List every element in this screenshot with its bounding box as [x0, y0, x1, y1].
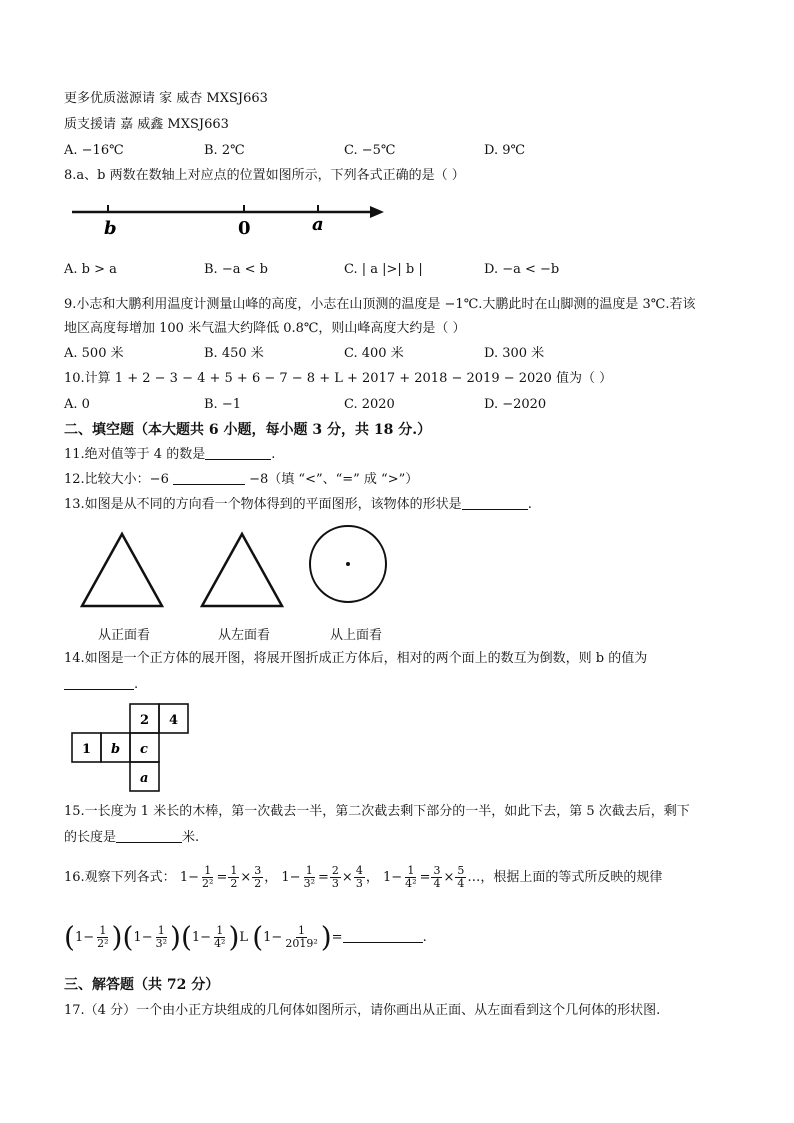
- caption-front-view: 从正面看: [98, 628, 151, 643]
- net-text-1: 1: [82, 742, 92, 757]
- q7-option-b: B. 2℃: [204, 143, 245, 158]
- q13-blank: [462, 497, 528, 510]
- q15-blank: [116, 830, 182, 843]
- q7-option-d: D. 9℃: [484, 143, 526, 158]
- number-line-figure: [64, 196, 394, 240]
- net-text-b: b: [111, 742, 121, 757]
- q9-stem-1: 9.小志和大鹏利用温度计测量山峰的高度，小志在山顶测的温度是 −1℃.大鹏此时在山脚测的温度是 3℃.若该: [64, 297, 696, 312]
- q9-option-d: D. 300 米: [484, 346, 545, 361]
- top-view-center-dot: [346, 562, 350, 566]
- q13-stem: 13.如图是从不同的方向看一个物体得到的平面图形，该物体的形状是: [64, 497, 462, 512]
- q8-option-b: B. −a < b: [204, 262, 268, 277]
- net-text-2: 2: [140, 713, 150, 728]
- net-text-a: a: [140, 771, 149, 786]
- net-text-4: 4: [169, 713, 179, 728]
- q15-post: 米.: [182, 830, 200, 845]
- q10-option-a: A. 0: [64, 397, 90, 412]
- header-line-1: 更多优质滋源请 家 威杏 MXSJ663: [64, 91, 268, 106]
- q10-option-d: D. −2020: [484, 397, 547, 412]
- q9-stem-2: 地区高度每增加 100 米气温大约降低 0.8℃，则山峰高度大约是（ ）: [64, 321, 466, 336]
- q10-option-b: B. −1: [204, 397, 241, 412]
- number-line-arrow: [370, 206, 384, 218]
- label-a: a: [312, 214, 324, 235]
- q8-option-a: A. b > a: [64, 262, 117, 277]
- q11-stem: 11.绝对值等于 4 的数是: [64, 447, 206, 462]
- q14-stem: 14.如图是一个正方体的展开图，将展开图折成正方体后，相对的两个面上的数互为倒数，则 b 的值为: [64, 651, 648, 666]
- q12-line: [64, 471, 418, 489]
- q10-stem: 10.计算 1 + 2 − 3 − 4 + 5 + 6 − 7 − 8 + L + 2017 + 2018 − 2019 − 2020 值为（ ）: [64, 371, 613, 386]
- q16-blank: [343, 930, 423, 943]
- q12-blank: [173, 472, 245, 485]
- section-3-heading: 三、解答题（共 72 分）: [64, 977, 220, 993]
- q17-stem: 17.（4 分）一个由小正方块组成的几何体如图所示，请你画出从正面、从左面看到这个几何体的形状图.: [64, 1003, 661, 1018]
- q8-option-c: C. | a |>| b |: [344, 262, 423, 277]
- left-view-triangle: [202, 534, 282, 606]
- q14-blank: [64, 677, 134, 690]
- q14-answer-line: .: [64, 676, 138, 694]
- q15-stem-2: [64, 829, 199, 847]
- label-0: 0: [238, 218, 251, 239]
- q11-blank: [205, 447, 271, 460]
- q15-stem-1: 15.一长度为 1 米长的木棒，第一次截去一半，第二次截去剩下部分的一半，如此下去，第 5 次截去后，剩下: [64, 804, 690, 819]
- q10-option-c: C. 2020: [344, 397, 395, 412]
- q16-stem: 16.观察下列各式： 1− $\frac{1}{\text{2²}}$ = $\frac{1}{2}$ × $\frac{3}{2}$ ， 1− $\frac{1}{\text{3²}}$ = $\frac{2}{3}$ × $\frac{4}{3}$ ， 1− $\frac{1}{\text{4²}}$ = $\frac{3}{4}$ × $\frac{5}{4}$ …，根据上面的等式所反映的规律: [64, 864, 663, 890]
- q16-pre: 16.观察下列各式：: [64, 870, 176, 885]
- cube-net-figure: [70, 702, 194, 792]
- q7-option-c: C. −5℃: [344, 143, 396, 158]
- q11-line: 11.绝对值等于 4 的数是 .: [64, 447, 276, 462]
- header-line-2: 质支援请 嘉 威鑫 MXSJ663: [64, 117, 229, 132]
- q9-option-a: A. 500 米: [64, 346, 124, 361]
- q8-option-d: D. −a < −b: [484, 262, 560, 277]
- q9-option-c: C. 400 米: [344, 346, 404, 361]
- front-view-triangle: [82, 534, 162, 606]
- q12-stem-post: −8（填 “<”、“=” 成 “>”）: [249, 472, 419, 487]
- net-text-c: c: [140, 742, 148, 757]
- q13-line: 13.如图是从不同的方向看一个物体得到的平面图形，该物体的形状是 .: [64, 497, 532, 512]
- label-b: b: [104, 218, 117, 239]
- q15-pre: 的长度是: [64, 830, 117, 845]
- q9-option-b: B. 450 米: [204, 346, 264, 361]
- caption-left-view: 从左面看: [218, 628, 271, 643]
- q16-tail: …，根据上面的等式所反映的规律: [467, 870, 663, 885]
- section-2-heading: 二、填空题（本大题共 6 小题，每小题 3 分，共 18 分.）: [64, 422, 432, 438]
- three-views-figure: [72, 522, 402, 610]
- caption-top-view: 从上面看: [330, 628, 383, 643]
- q8-stem: 8.a、b 两数在数轴上对应点的位置如图所示，下列各式正确的是（ ）: [64, 168, 465, 183]
- q7-option-a: A. −16℃: [64, 143, 124, 158]
- q12-stem-pre: 12.比较大小：−6: [64, 472, 169, 487]
- q16-expression: (1− $\frac{1}{\text{2²}}$ )(1− $\frac{1}{\text{3²}}$ )(1− $\frac{1}{\text{4²}}$ )L (1− $\frac{1}{\text{2019²}}$ )= .: [64, 920, 427, 954]
